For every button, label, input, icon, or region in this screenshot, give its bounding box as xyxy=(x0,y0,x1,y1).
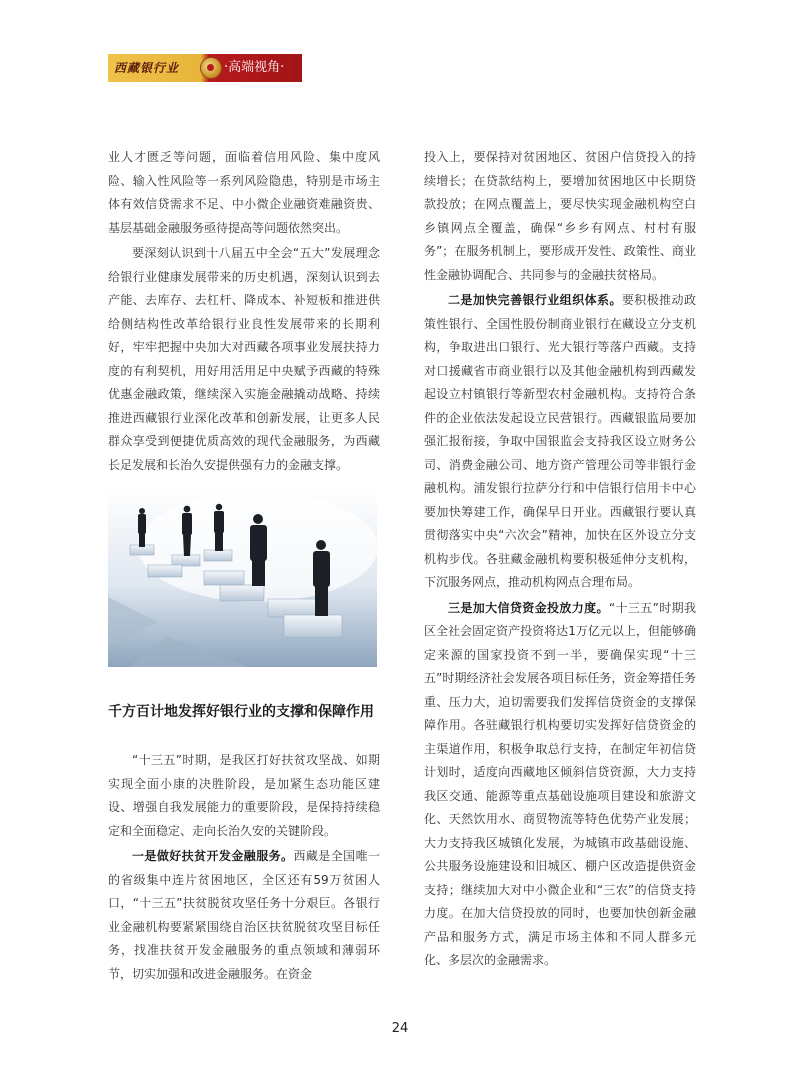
puzzle-illustration xyxy=(108,487,377,667)
left-column-upper xyxy=(108,146,380,477)
paragraph xyxy=(108,845,380,986)
right-column xyxy=(424,146,696,973)
paragraph xyxy=(108,749,380,843)
paragraph-text: 投入上，要保持对贫困地区、贫困户信贷投入的持续增长；在贷款结构上，要增加贫困地区中长期贷款投放；在网点覆盖上，要尽快实现金融机构空白乡镇网点全覆盖，确保“乡乡有网点、村村有服务”；在服务机制上，要形成开发性、政策性、商业性金融协调配合、共同参与的金融扶贫格局。 xyxy=(424,150,696,282)
business-people-puzzle-image xyxy=(108,487,377,667)
paragraph xyxy=(108,146,380,240)
paragraph xyxy=(108,242,380,477)
brand-logo-text: 西藏银行业 xyxy=(114,61,180,75)
paragraph-lead: 一是做好扶贫开发金融服务。 xyxy=(132,849,294,863)
paragraph-text: 要积极推动政策性银行、全国性股份制商业银行在藏设立分支机构，争取进出口银行、光大银行等落户西藏。支持对口援藏省市商业银行以及其他金融机构到西藏发起设立村镇银行等新型农村金融机构。支持符合条件的企业依法发起设立民营银行。西藏银监局要加强汇报衔接，争取中国银监会支持我区设立财务公司、消费金融公司、地方资产管理公司等非银行金融机构。浦发银行拉萨分行和中信银行信用卡中心要加快筹建工作，确保早日开业。西藏银行要认真贯彻落实中央“六次会”精神，加快在区外设立分支机构步伐。各驻藏金融机构要积极延伸分支机构，下沉服务网点，推动机构网点合理布局。 xyxy=(424,293,696,589)
header-banner xyxy=(108,54,302,82)
paragraph-text: “十三五”时期我区全社会固定资产投资将达1万亿元以上，但能够确定来源的国家投资不到一半，要确保实现“十三五”时期经济社会发展各项目标任务，资金筹措任务重、压力大，迫切需要我们发挥信贷资金的支撑保障作用。各驻藏银行机构要切实发挥好信贷资金的主渠道作用，积极争取总行支持，在制定年初信贷计划时，适度向西藏地区倾斜信贷资源，大力支持我区交通、能源等重点基础设施项目建设和旅游文化、天然饮用水、商贸物流等特色优势产业发展；大力支持我区城镇化发展，为城镇市政基础设施、公共服务设施建设和旧城区、棚户区改造提供资金支持；继续加大对中小微企业和“三农”的信贷支持力度。在加大信贷投放的同时，也要加快创新金融产品和服务方式，满足市场主体和不同人群多元化、多层次的金融需求。 xyxy=(424,600,696,967)
page-number: 24 xyxy=(391,1021,409,1036)
paragraph-text: “十三五”时期，是我区打好扶贫攻坚战、如期实现全面小康的决胜阶段，是加紧生态功能区建设、增强自我发展能力的重要阶段，是保持持续稳定和全面稳定、走向长治久安的关键阶段。 xyxy=(108,753,380,838)
paragraph xyxy=(424,597,696,973)
paragraph-text: 西藏是全国唯一的省级集中连片贫困地区，全区还有59万贫困人口，“十三五”扶贫脱贫攻坚任务十分艰巨。各银行业金融机构要紧紧围绕自治区扶贫脱贫攻坚目标任务，找准扶贫开发金融服务的重点领域和薄弱环节，切实加强和改进金融服务。在资金 xyxy=(108,849,380,981)
section-tag: ·高端视角· xyxy=(224,60,285,75)
section-heading: 千方百计地发挥好银行业的支撑和保障作用 xyxy=(108,704,374,720)
paragraph xyxy=(424,289,696,595)
paragraph-lead: 三是加大信贷资金投放力度。 xyxy=(448,600,609,615)
emblem-icon xyxy=(200,57,222,79)
section-heading-block xyxy=(108,701,380,723)
left-column-lower xyxy=(108,749,380,986)
paragraph-text: 要深刻认识到十八届五中全会“五大”发展理念给银行业健康发展带来的历史机遇，深刻认识到去产能、去库存、去杠杆、降成本、补短板和推进供给侧结构性改革给银行业良性发展带来的长期利好，牢牢把握中央加大对西藏各项事业发展扶持力度的有利契机，用好用活用足中央赋予西藏的特殊优惠金融政策，继续深入实施金融撬动战略、持续推进西藏银行业深化改革和创新发展，让更多人民群众享受到便捷优质高效的现代金融服务，为西藏长足发展和长治久安提供强有力的金融支撑。 xyxy=(108,246,380,472)
paragraph-text: 业人才匮乏等问题，面临着信用风险、集中度风险、输入性风险等一系列风险隐患，特别是市场主体有效信贷需求不足、中小微企业融资难融资贵、基层基础金融服务亟待提高等问题依然突出。 xyxy=(108,150,380,235)
paragraph xyxy=(424,146,696,287)
paragraph-lead: 二是加快完善银行业组织体系。 xyxy=(448,293,622,307)
